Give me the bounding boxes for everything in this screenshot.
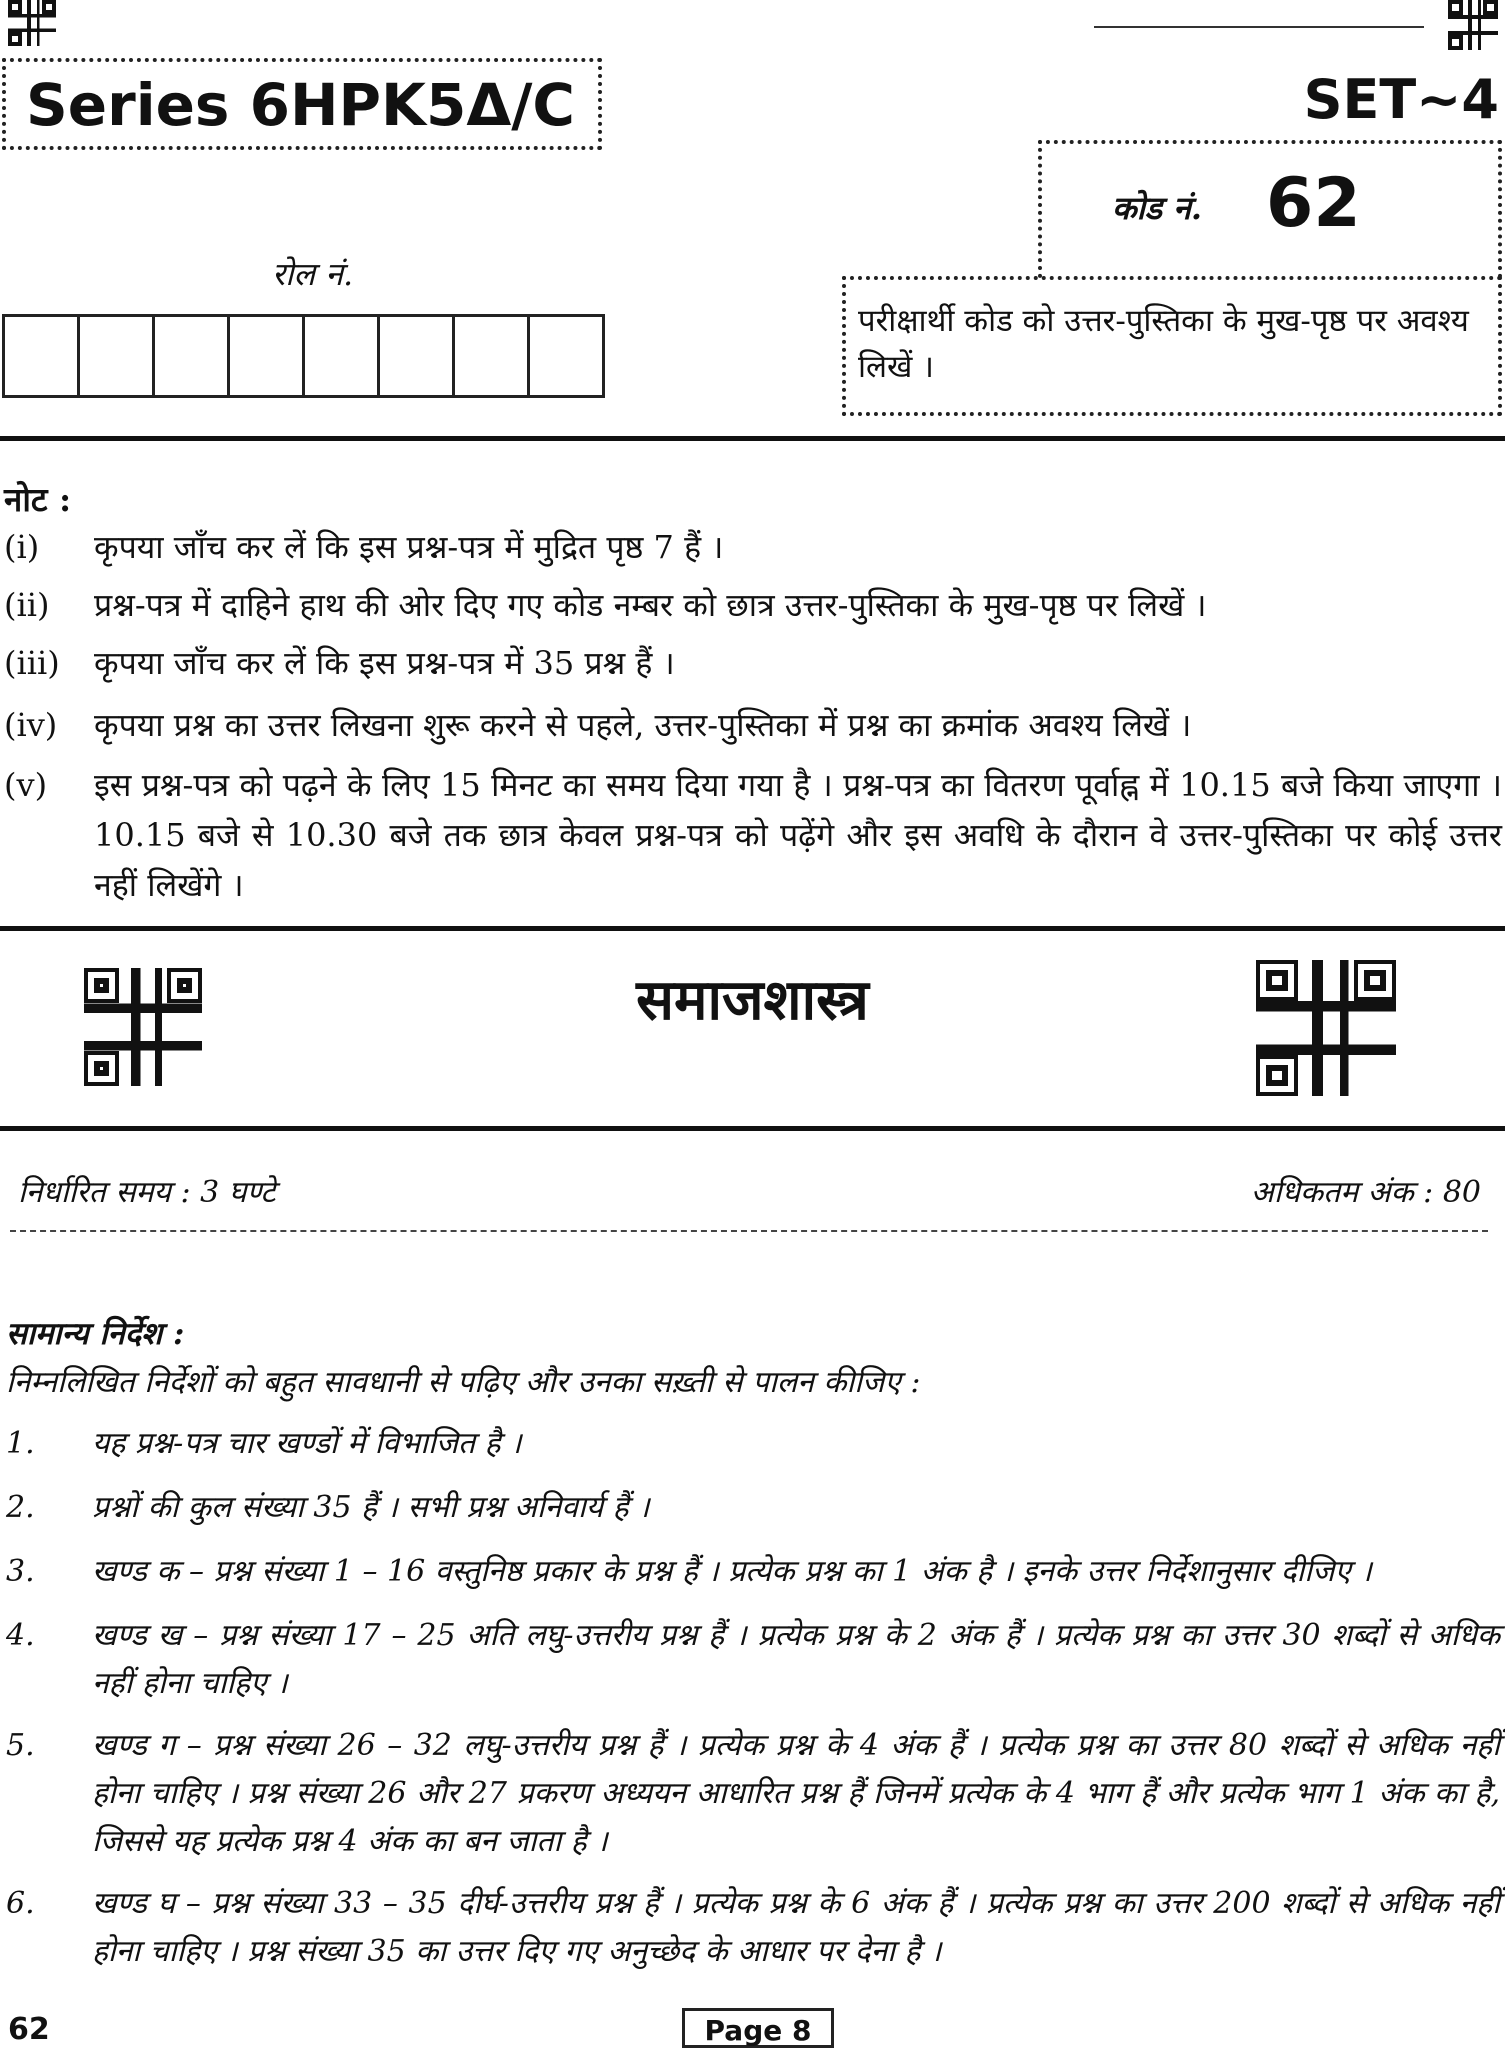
roll-number-cell[interactable]	[152, 314, 230, 398]
notes-title: नोट :	[4, 480, 72, 519]
roll-number-cell[interactable]	[227, 314, 305, 398]
code-number: 62	[1266, 164, 1361, 243]
set-label: SET~4	[1303, 68, 1499, 131]
note-text: प्रश्न-पत्र में दाहिने हाथ की ओर दिए गए कोड नम्बर को छात्र उत्तर-पुस्तिका के मुख-पृष्ठ पर लिखें ।	[94, 586, 1207, 624]
code-instruction-box: परीक्षार्थी कोड को उत्तर-पुस्तिका के मुख-पृष्ठ पर अवश्य लिखें ।	[842, 276, 1502, 416]
dashed-divider	[10, 1230, 1488, 1232]
note-number: (i)	[4, 528, 40, 566]
instruction-text: खण्ड ख – प्रश्न संख्या 17 – 25 अति लघु-उत्तरीय प्रश्न हैं । प्रत्येक प्रश्न के 2 अंक हैं । प्रत्येक प्रश्न का उत्तर 30 शब्दों से अधिक नहीं होना चाहिए ।	[92, 1618, 1500, 1701]
instruction-number: 2.	[6, 1490, 35, 1525]
qr-code-right-icon	[1256, 960, 1396, 1096]
qr-code-top-left-icon	[8, 0, 56, 46]
roll-number-cell[interactable]	[77, 314, 155, 398]
code-label: कोड नं.	[1112, 189, 1203, 227]
top-rule	[1094, 26, 1424, 28]
time-allowed: निर्धारित समय : 3 घण्टे	[18, 1175, 276, 1210]
instruction-number: 4.	[6, 1618, 35, 1653]
instruction-text: प्रश्नों की कुल संख्या 35 हैं । सभी प्रश्न अनिवार्य हैं ।	[92, 1490, 650, 1525]
note-number: (iv)	[4, 706, 58, 744]
general-instructions-title: सामान्य निर्देश :	[6, 1316, 185, 1352]
note-text: इस प्रश्न-पत्र को पढ़ने के लिए 15 मिनट का समय दिया गया है । प्रश्न-पत्र का वितरण पूर्वाह्न में 10.15 बजे किया जाएगा । 10.15 बजे से 10.30 बजे तक छात्र केवल प्रश्न-पत्र को पढ़ेंगे और इस अवधि के दौरान वे उत्तर-पुस्तिका पर कोई उत्तर नहीं लिखेंगे ।	[94, 766, 1502, 904]
page-number: Page 8	[682, 2008, 834, 2048]
divider	[0, 926, 1505, 931]
note-number: (v)	[4, 766, 48, 804]
qr-code-top-right-icon	[1448, 0, 1498, 50]
general-instructions-intro: निम्नलिखित निर्देशों को बहुत सावधानी से पढ़िए और उनका सख़्ती से पालन कीजिए :	[6, 1365, 921, 1400]
instruction-number: 5.	[6, 1728, 35, 1763]
note-text: कृपया जाँच कर लें कि इस प्रश्न-पत्र में 35 प्रश्न हैं ।	[94, 644, 675, 682]
roll-number-cell[interactable]	[2, 314, 80, 398]
roll-number-cell[interactable]	[377, 314, 455, 398]
instruction-text: खण्ड ग – प्रश्न संख्या 26 – 32 लघु-उत्तरीय प्रश्न हैं । प्रत्येक प्रश्न के 4 अंक हैं । प्रत्येक प्रश्न का उत्तर 80 शब्दों से अधिक नहीं होना चाहिए । प्रश्न संख्या 26 और 27 प्रकरण अध्ययन आधारित प्रश्न हैं जिनमें प्रत्येक के 4 भाग हैं और प्रत्येक भाग 1 अंक का है, जिससे यह प्रत्येक प्रश्न 4 अंक का बन जाता है ।	[92, 1728, 1500, 1859]
max-marks: अधिकतम अंक : 80	[1250, 1175, 1481, 1210]
subject-title: समाजशास्त्र	[636, 967, 869, 1033]
roll-number-cell[interactable]	[527, 314, 605, 398]
roll-number-grid	[2, 314, 605, 398]
instruction-text: खण्ड घ – प्रश्न संख्या 33 – 35 दीर्घ-उत्तरीय प्रश्न हैं । प्रत्येक प्रश्न के 6 अंक हैं । प्रत्येक प्रश्न का उत्तर 200 शब्दों से अधिक नहीं होना चाहिए । प्रश्न संख्या 35 का उत्तर दिए गए अनुच्छेद के आधार पर देना है ।	[92, 1886, 1500, 1969]
note-text: कृपया जाँच कर लें कि इस प्रश्न-पत्र में मुद्रित पृष्ठ 7 हैं ।	[94, 528, 724, 566]
note-text: कृपया प्रश्न का उत्तर लिखना शुरू करने से पहले, उत्तर-पुस्तिका में प्रश्न का क्रमांक अवश्य लिखें ।	[94, 706, 1192, 744]
footer-code: 62	[8, 2012, 50, 2047]
roll-number-cell[interactable]	[302, 314, 380, 398]
instruction-number: 6.	[6, 1886, 35, 1921]
instruction-text: यह प्रश्न-पत्र चार खण्डों में विभाजित है ।	[92, 1426, 522, 1461]
note-number: (iii)	[4, 644, 60, 682]
divider	[0, 436, 1505, 441]
roll-number-label: रोल नं.	[272, 255, 354, 293]
divider	[0, 1126, 1505, 1131]
instruction-number: 1.	[6, 1426, 35, 1461]
series-label: Series 6HPK5Δ/C	[2, 58, 602, 150]
note-number: (ii)	[4, 586, 50, 624]
instruction-number: 3.	[6, 1554, 35, 1589]
roll-number-cell[interactable]	[452, 314, 530, 398]
instruction-text: खण्ड क – प्रश्न संख्या 1 – 16 वस्तुनिष्ठ प्रकार के प्रश्न हैं । प्रत्येक प्रश्न का 1 अंक है । इनके उत्तर निर्देशानुसार दीजिए ।	[92, 1554, 1372, 1589]
